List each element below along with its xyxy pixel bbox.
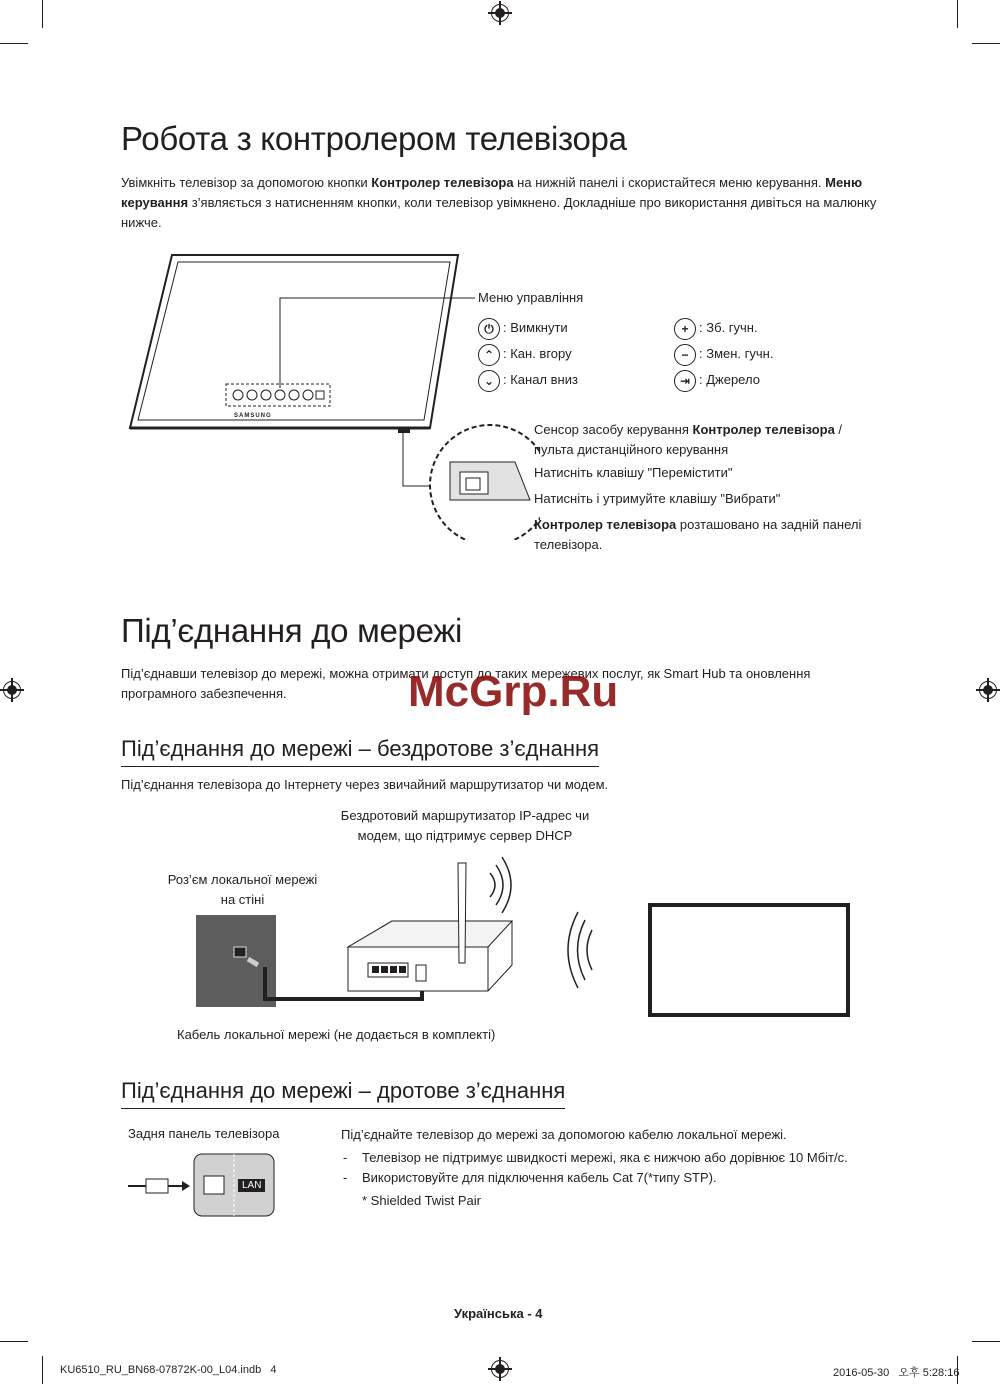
crop-mark [0,1341,28,1342]
router-label: Бездротовий маршрутизатор IP-адрес чи модем, що підтримує сервер DHCP [340,808,590,843]
wired-title: Під’єднання до мережі – дротове з’єднання [121,1078,565,1109]
crop-mark [972,43,1000,44]
control-menu-title: Меню управління [478,290,584,305]
volume-down-icon: − [674,344,696,366]
watermark: McGrp.Ru [408,667,619,716]
page-number: Українська - 4 [454,1306,543,1321]
cable-label: Кабель локальної мережі (не додається в комплекті) [177,1027,496,1042]
control-item-channel-up: ⌃ : Кан. вгору [478,342,572,366]
wired-bullet-1: Телевізор не підтримує швидкості мережі, яка є нижчою або дорівнює 10 Мбіт/с. [362,1150,848,1165]
registration-mark-icon [3,681,21,699]
tv-controller-illustration [120,250,540,540]
intro-paragraph: Увімкніть телевізор за допомогою кнопки Контролер телевізора на нижній панелі і скористайтеся меню керування. Меню керування з’являється з натисненням кнопки, коли телевізор увімкнено. Докладніше про використання дивіться на малюнку нижче. [121,175,877,230]
wired-bullet-mark: - [343,1150,348,1165]
source-icon: ⇥ [674,370,696,392]
footnote: * Shielded Twist Pair [362,1193,481,1208]
control-item-volume-up: + : Зб. гучн. [674,316,758,340]
control-item-channel-down: ⌄ : Канал вниз [478,368,578,392]
sensor-description: Сенсор засобу керування Контролер телевізора / пульта дистанційного керування [534,422,843,457]
wall-socket-label: Роз’єм локальної мережі на стіні [167,872,318,907]
wireless-diagram [190,855,870,1025]
wired-bullet-mark: - [343,1170,348,1185]
section-title-tv-controller: Робота з контролером телевізора [121,120,627,157]
channel-up-icon: ⌃ [478,344,500,366]
registration-mark-icon [979,681,997,699]
print-date: 2016-05-30 오후 5:28:16 [833,1367,960,1379]
print-file-name: KU6510_RU_BN68-07872K-00_L04.indb 4 [60,1364,277,1376]
crop-mark [957,0,958,28]
registration-mark-icon [491,1360,509,1378]
lan-port-label: LAN [238,1179,265,1192]
wired-description: Під’єднайте телевізор до мережі за допомогою кабелю локальної мережі. [341,1127,787,1142]
control-item-source: ⇥ : Джерело [674,368,760,392]
wired-bullet-2: Використовуйте для підключення кабель Cat 7(*типу STP). [362,1170,717,1185]
wireless-description: Під’єднання телевізора до Інтернету через звичайний маршрутизатор чи модем. [121,777,609,792]
press-move-text: Натисніть клавішу "Перемістити" [534,465,733,480]
rear-panel-label: Задня панель телевізора [128,1126,280,1141]
control-item-volume-down: − : Змен. гучн. [674,342,773,366]
samsung-logo: SAMSUNG [234,413,272,419]
section-title-network: Під’єднання до мережі [121,612,463,649]
volume-up-icon: + [674,318,696,340]
crop-mark [42,0,43,28]
crop-mark [42,1356,43,1384]
wireless-title: Під’єднання до мережі – бездротове з’єднання [121,736,599,767]
control-item-power: ⏻ : Вимкнути [478,316,568,340]
crop-mark [0,43,28,44]
controller-location-text: Контролер телевізора розташовано на задній панелі телевізора. [534,517,862,552]
crop-mark [972,1341,1000,1342]
press-hold-text: Натисніть і утримуйте клавішу "Вибрати" [534,491,781,506]
power-icon: ⏻ [478,318,500,340]
registration-mark-icon [491,4,509,22]
channel-down-icon: ⌄ [478,370,500,392]
network-intro: Під’єднавши телевізор до мережі, можна отримати доступ до таких мережевих послуг, як Smart Hub та оновлення програмного забезпечення. [121,666,811,701]
